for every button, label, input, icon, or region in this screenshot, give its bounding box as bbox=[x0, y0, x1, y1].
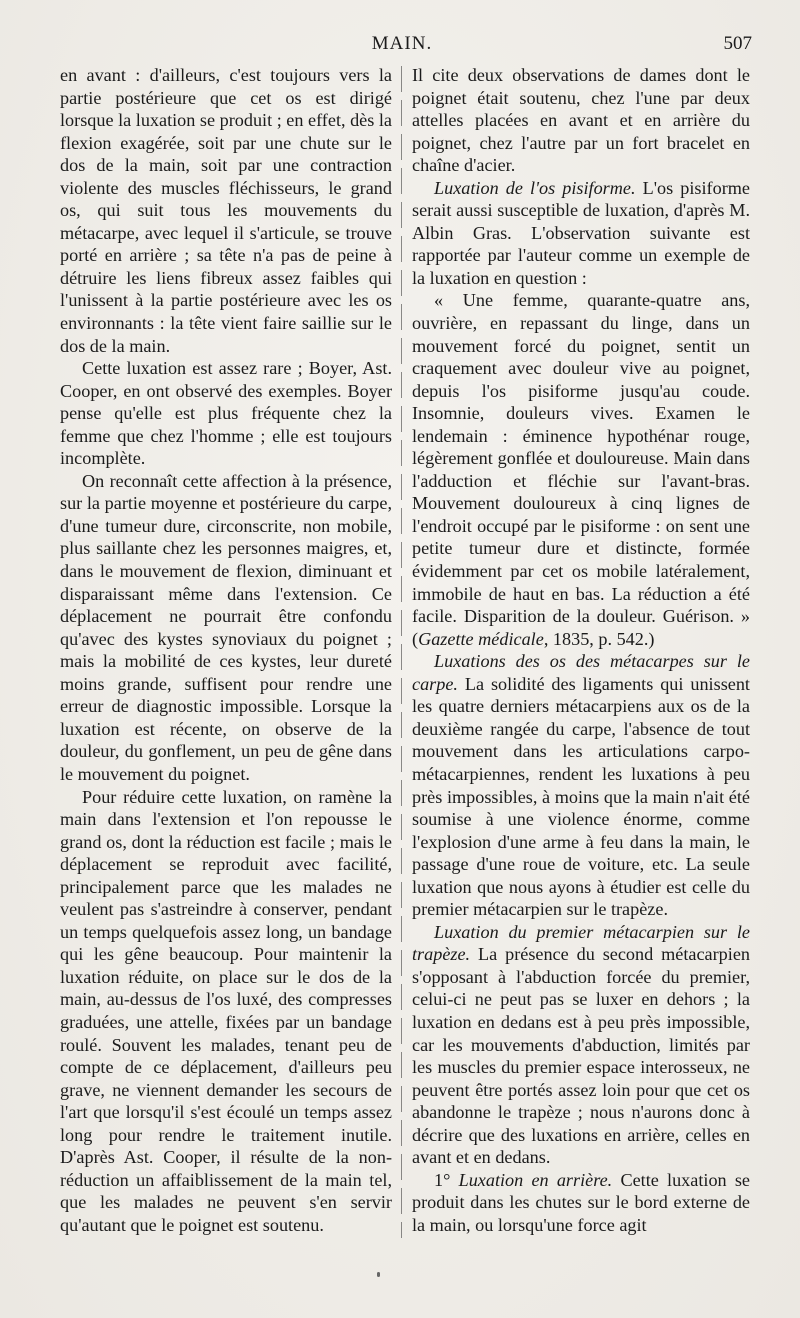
paragraph-text: L'os pisiforme serait aussi susceptible de luxation, d'après M. Albin Gras. L'observation suivante est rapportée par l'auteur comme un exemple de la luxation en question : bbox=[412, 177, 750, 288]
section-heading: Luxation du premier métacarpien sur le trapèze. bbox=[412, 921, 750, 965]
page-number: 507 bbox=[723, 33, 752, 54]
citation-details: , 1835, p. 542.) bbox=[543, 628, 655, 649]
paragraph bbox=[412, 1169, 750, 1237]
right-column bbox=[412, 64, 750, 1236]
paragraph-text: La solidité des ligaments qui unissent les quatre derniers métacarpiens aux os de la deuxième rangée du carpe, l'absence de tout mouvement dans les articulations carpo-métacarpiennes, rendent les luxations à peu près impossibles, à moins que la main n'ait été soumise à une violence énorme, comme l'explosion d'une arme à feu dans la main, le passage d'une roue de voiture, etc. La seule luxation que nous ayons à étudier est celle du premier métacarpien sur le trapèze. bbox=[412, 673, 750, 920]
paragraph bbox=[412, 177, 750, 290]
page-header bbox=[52, 33, 752, 59]
section-number: 1° bbox=[434, 1169, 459, 1190]
paragraph: en avant : d'ailleurs, c'est toujours vers la partie postérieure que cet os est dirigé lorsque la luxation se produit ; en effet, dès la flexion exagérée, soit par une chute sur le dos de la main, soit par une contraction violente des muscles fléchisseurs, le grand os, qui suit tous les mouvements du métacarpe, avec lequel il s'articule, se trouve porté en arrière ; sa tête n'a pas de peine à détruire les liens fibreux assez faibles qui l'unissent à la partie postérieure avec les os environnants : la tête vient faire saillie sur le dos de la main. bbox=[60, 65, 393, 356]
section-heading: Luxation en arrière. bbox=[458, 1169, 613, 1190]
print-speck bbox=[377, 1272, 380, 1277]
paragraph: Pour réduire cette luxation, on ramène la main dans l'extension et l'on repousse le grand os, dont la réduction est facile ; mais le déplacement se reproduit avec facilité, principalement parce que les malades ne veulent pas s'astreindre à conserver, pendant un temps quelquefois assez long, un bandage qui les gêne beaucoup. Pour maintenir la luxation réduite, on place sur le dos de la main, au-dessus de l'os luxé, des compresses graduées, une attelle, fixées par un bandage roulé. Souvent les malades, tenant peu de compte de ce déplacement, d'ailleurs peu grave, ne viennent demander les secours de l'art que lorsqu'il s'est écoulé un temps assez long pour rendre le traitement inutile. D'après Ast. Cooper, il résulte de la non-réduction un affaiblissement de la main tel, que les malades ne peuvent s'en servir qu'autant que le poignet est soutenu. bbox=[60, 786, 392, 1235]
paragraph bbox=[412, 921, 750, 1169]
paragraph: On reconnaît cette affection à la présence, sur la partie moyenne et postérieure du carpe, d'une tumeur dure, circonscrite, non mobile, plus saillante chez les personnes maigres, et, dans le mouvement de flexion, diminuant et disparaissant même dans l'extension. Ce déplacement ne pourrait être confondu qu'avec des kystes synoviaux du poignet ; mais la mobilité de ces kystes, leur dureté moins grande, suffisent pour rendre une erreur de diagnostic impossible. Lorsque la luxation est récente, on observe de la douleur, du gonflement, un peu de gêne dans le mouvement du poignet. bbox=[60, 470, 392, 784]
paragraph: Cette luxation est assez rare ; Boyer, Ast. Cooper, en ont observé des exemples. Boyer pense qu'elle est plus fréquente chez la femme que chez l'homme ; elle est toujours incomplète. bbox=[60, 358, 392, 469]
paragraph-text: La présence du second métacarpien s'opposant à l'abduction forcée du premier, celui-ci ne peut pas se luxer en dehors ; la luxation en dedans est à peu près impossible, car les mouvements d'abduction, limités par les muscles du premier espace interosseux, ne peuvent être portés assez loin pour que cet os abandonne le trapèze ; nous n'aurons donc à décrire que des luxations en arrière, celles en avant et en dedans. bbox=[412, 944, 750, 1168]
paragraph: Il cite deux observations de dames dont le poignet était soutenu, chez l'une par deux attelles placées en avant et en arrière du poignet, chez l'autre par un fort bracelet en chaîne d'acier. bbox=[412, 65, 750, 176]
citation-title: Gazette médicale bbox=[418, 628, 544, 649]
left-column bbox=[60, 64, 392, 1236]
running-title: MAIN. bbox=[371, 33, 433, 54]
paragraph-text: « Une femme, quarante-quatre ans, ouvrière, en repassant du linge, dans un mouvement forcé du poignet, sentit un craquement avec douleur vive au poignet, depuis l'os pisiforme jusqu'au coude. Insomnie, douleurs vives. Examen le lendemain : éminence hypothénar rouge, légèrement gonflée et douloureuse. Main dans l'adduction et fléchie sur l'avant-bras. Mouvement douloureux à cinq lignes de l'endroit occupé par le pisiforme : on sent une petite tumeur dure et distincte, formée évidemment par cet os mobile latéralement, immobile de haut en bas. La réduction a été facile. Disparition de la douleur. Guérison. » ( bbox=[412, 290, 750, 649]
section-heading: Luxations des os des métacarpes sur le carpe. bbox=[412, 651, 750, 694]
paragraph bbox=[412, 289, 750, 650]
paragraph bbox=[412, 650, 750, 921]
column-divider bbox=[401, 66, 402, 1238]
paragraph-text: Cette luxation se produit dans les chutes sur le bord externe de la main, ou lorsqu'une force agit bbox=[412, 1169, 750, 1235]
section-heading: Luxation de l'os pisiforme. bbox=[434, 177, 636, 198]
